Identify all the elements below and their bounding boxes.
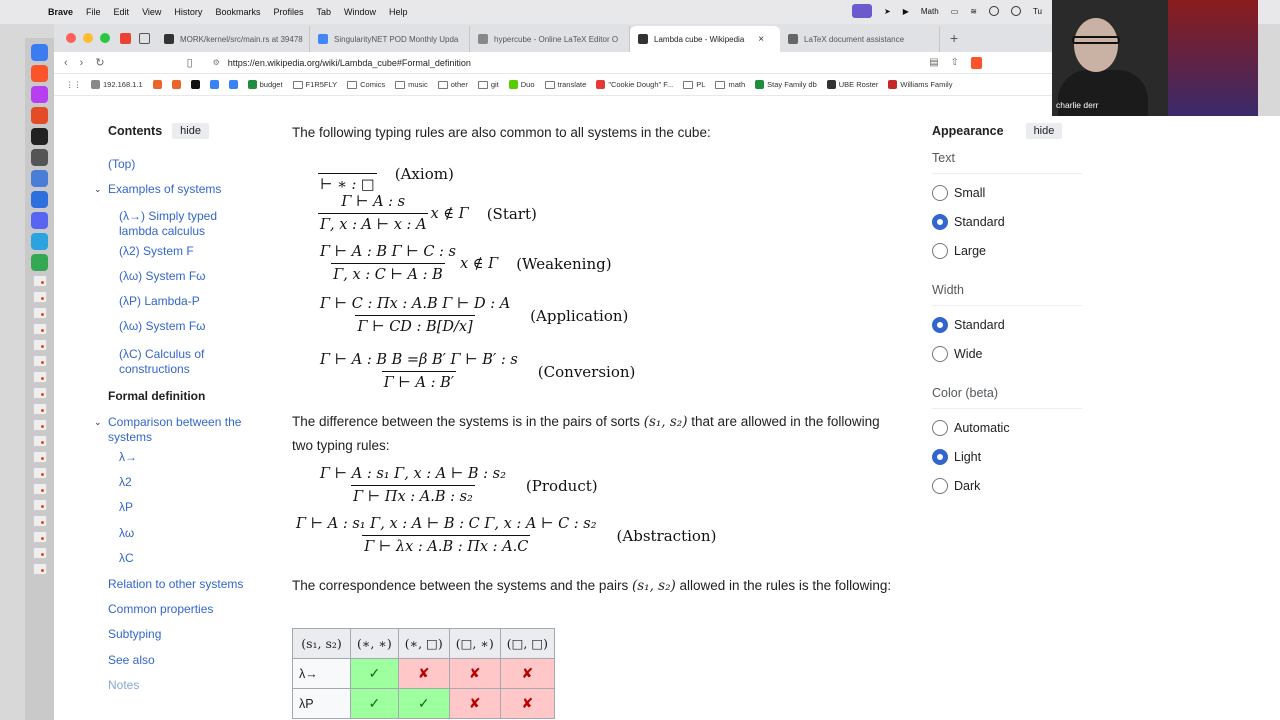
toc-item-label: λC [119,551,134,565]
toc-item[interactable] [108,244,238,259]
rule-name: (Weakening) [516,254,612,273]
rule-conclusion: Γ, x : A ⊢ x : A [318,213,428,233]
bookmark-label: Comics [360,80,386,89]
webcam-video [1052,0,1258,116]
document-icon[interactable] [33,467,47,479]
cross-icon: ✘ [398,659,449,689]
appearance-hide-button[interactable]: hide [1026,123,1063,139]
folder-icon [683,81,693,89]
table-row [293,689,555,719]
bookmark-favicon-icon [229,80,238,89]
typing-rule [318,296,628,335]
forward-icon[interactable]: › [79,56,84,69]
close-window-button[interactable] [66,33,76,43]
document-icon[interactable] [33,499,47,511]
toc-item-label: λ→ [119,450,137,464]
menu-app-name[interactable]: Brave [48,7,74,17]
menu-history[interactable]: History [174,7,203,17]
table-header-cell: (□, ∗) [449,629,500,659]
sort-pair: (s₁, s₂) [631,578,676,594]
rule-conclusion: Γ, x : C ⊢ A : B [331,263,445,283]
bookmark-7[interactable] [293,80,338,89]
cross-icon: ✘ [500,689,554,719]
folder-icon [293,81,303,89]
toc-item-label: Comparison between the systems [108,415,242,444]
para3-pre: The correspondence between the systems and the pairs [292,578,629,593]
folder-icon [395,81,405,89]
bookmark-18[interactable] [827,80,879,89]
tab-label: SingularityNET POD Monthly Upda [334,34,459,44]
app-icon[interactable] [31,149,48,166]
toc-item-label: Examples of systems [108,182,222,196]
document-icon[interactable] [33,275,47,287]
systems-table [292,628,555,719]
paragraph-difference [292,410,882,457]
toc-item[interactable] [108,500,238,515]
rule-name: (Axiom) [394,164,454,183]
telegram-icon[interactable] [31,233,48,250]
bookmark-label: "Cookie Dough" F... [608,80,674,89]
window-controls [66,33,110,43]
appearance-header [932,123,1082,139]
toc-item[interactable] [108,294,238,309]
system-name-cell: λ→ [293,659,351,689]
tab-favicon-icon [638,34,648,44]
toc-item[interactable] [108,157,258,172]
toc-item[interactable] [108,475,238,490]
tab-icon[interactable] [139,33,150,44]
document-icon[interactable] [33,339,47,351]
toc-item[interactable] [108,653,258,668]
screen-share-icon[interactable] [852,4,872,18]
radio-label: Standard [954,215,1005,229]
appearance-group-label: Color (beta) [932,386,1082,409]
tab-favicon-icon [478,34,488,44]
bookmark-16[interactable] [715,80,745,89]
rule-fraction [318,244,458,283]
bookmark-19[interactable] [888,80,952,89]
bookmark-14[interactable] [596,80,673,89]
document-icon[interactable] [33,531,47,543]
bookmark-label: math [728,80,746,89]
rule-name: (Product) [525,476,598,495]
app-icon[interactable] [31,170,48,187]
bookmark-0[interactable] [91,80,143,89]
tab-label: LaTeX document assistance [804,34,905,44]
radio-icon[interactable] [932,420,948,436]
url-text[interactable]: https://en.wikipedia.org/wiki/Lambda_cube#Formal_definition [227,57,471,68]
bookmark-12[interactable] [509,80,535,89]
document-icon[interactable] [33,355,47,367]
toc-item-label: See also [108,653,155,667]
clock-icon[interactable] [989,6,999,16]
bookmark-favicon-icon [888,80,897,89]
document-icon[interactable] [33,563,47,575]
bookmark-15[interactable] [683,80,705,89]
bookmark-label: translate [557,80,587,89]
document-icon[interactable] [33,403,47,415]
bookmark-label: Duo [520,80,535,89]
apps-icon[interactable]: ⋮⋮ [66,80,81,89]
radio-label: Dark [954,479,981,493]
toc-hide-button[interactable]: hide [172,123,209,139]
bookmark-label: git [490,80,499,89]
bookmark-label: Williams Family [900,80,953,89]
reload-icon[interactable]: ↻ [95,57,105,69]
chevron-down-icon[interactable]: ⌄ [94,184,102,194]
menu-bookmarks[interactable]: Bookmarks [215,7,261,17]
tab-label: MORK/kernel/src/main.rs at 39478 [180,34,303,44]
radio-label: Small [954,186,986,200]
toc-item[interactable] [94,415,258,444]
bookmark-favicon-icon [827,80,836,89]
menu-view[interactable]: View [142,7,162,17]
tab-favicon-icon [788,34,798,44]
toc-item-label: Common properties [108,602,214,616]
tabs [156,24,940,52]
toc-item-label: λω [119,526,135,540]
rule-conclusion: ⊢ ∗ : □ [318,173,377,193]
rule-name: (Start) [486,204,537,223]
toc-item[interactable] [108,269,238,284]
math-status[interactable]: Math [920,6,939,16]
rule-fraction [294,516,599,555]
control-center-icon[interactable] [1011,6,1021,16]
appearance-title: Appearance [932,124,1004,138]
bookmark-label: music [408,80,428,89]
bookmarks-bar [54,74,1134,96]
radio-label: Automatic [954,421,1010,435]
bookmark-4[interactable] [210,80,219,89]
toc-item[interactable] [108,526,238,541]
document-icon[interactable] [33,371,47,383]
cross-icon: ✘ [449,689,500,719]
toc-item[interactable] [94,182,258,197]
appearance-group-label: Text [932,151,1082,174]
tab-2[interactable] [470,26,630,52]
bookmark-label: 192.168.1.1 [103,80,143,89]
toc-item-label: λ2 [119,475,132,489]
tab-1[interactable] [310,26,470,52]
menu-edit[interactable]: Edit [113,7,130,17]
rule-fraction [318,296,512,335]
play-icon[interactable]: ▶ [902,6,909,16]
bookmark-13[interactable] [545,80,587,89]
menu-file[interactable]: File [86,7,101,17]
tab-label: hypercube - Online LaTeX Editor O [494,34,619,44]
bookmark-favicon-icon [172,80,181,89]
check-icon: ✓ [398,689,449,719]
radio-option[interactable] [932,447,1082,467]
bookmark-label: budget [259,80,283,89]
brave-shields-icon[interactable] [971,57,982,69]
bookmark-2[interactable] [172,80,181,89]
para3-post: allowed in the rules is the following: [679,578,892,593]
toc-item-label: (λ2) System F [119,244,194,258]
browser-window [54,24,1134,720]
reader-icon[interactable]: ▤ [929,57,939,68]
bookmark-label: Stay Family db [767,80,817,89]
new-tab-icon[interactable]: + [950,30,959,46]
radio-option[interactable] [932,418,1082,438]
bookmark-favicon-icon [248,80,257,89]
gmail-icon[interactable] [120,33,131,44]
toc-item-label: (λC) Calculus of constructions [119,347,205,376]
document-icon[interactable] [33,323,47,335]
rule-premise: Γ ⊢ A : s₁ Γ, x : A ⊢ B : s₂ [320,466,506,482]
brave-icon[interactable] [31,65,48,82]
bookmark-icon[interactable]: ▯ [186,57,193,69]
rule-premise [343,154,352,173]
document-icon[interactable] [33,451,47,463]
zoom-window-button[interactable] [100,33,110,43]
document-icon[interactable] [33,483,47,495]
menu-profiles[interactable]: Profiles [273,7,304,17]
toc-item[interactable] [108,347,238,376]
paragraph-correspondence [292,574,892,598]
toolbar [54,52,1134,74]
rule-conclusion: Γ ⊢ CD : B[D/x] [355,315,474,335]
toc-item-label: Notes [108,678,140,692]
rule-conclusion: Γ ⊢ A : B′ [382,371,456,391]
finder-icon[interactable] [31,44,48,61]
site-info-icon[interactable]: ⚙ [212,58,220,67]
rule-premise: Γ ⊢ A : s₁ Γ, x : A ⊢ B : C Γ, x : A ⊢ C : s₂ [296,516,597,532]
clock-text: Tu [1032,6,1042,16]
appearance-panel [932,96,1082,496]
bookmark-8[interactable] [347,80,385,89]
menu-help[interactable]: Help [389,7,408,17]
paragraph-rules-intro: The following typing rules are also common to all systems in the cube: [292,125,711,140]
bookmark-6[interactable] [248,80,283,89]
folder-icon [438,81,448,89]
tab-4[interactable] [780,26,940,52]
folder-icon [545,81,555,89]
bookmark-17[interactable] [755,80,817,89]
bookmark-favicon-icon [596,80,605,89]
rule-fraction [318,466,508,505]
toc-item-label: Relation to other systems [108,577,244,591]
tab-bar [54,24,1134,52]
rule-premise: Γ ⊢ A : s [341,194,406,210]
table-header-cell: (□, □) [500,629,554,659]
wifi-icon[interactable]: ≋ [970,6,977,16]
chrome-icon[interactable] [31,254,48,271]
document-icon[interactable] [33,435,47,447]
radio-icon[interactable] [932,243,948,259]
table-header-cell: (∗, ∗) [351,629,399,659]
back-icon[interactable]: ‹ [64,56,68,69]
tab-3[interactable] [630,26,780,52]
cut-off-line [292,96,539,98]
bookmark-10[interactable] [438,80,468,89]
person-head [1074,18,1118,72]
toc-item[interactable] [108,209,238,238]
toc-item[interactable] [108,627,258,642]
rule-premise: Γ ⊢ A : B Γ ⊢ C : s [320,244,456,260]
toc-item[interactable] [108,678,258,693]
bookmark-favicon-icon [191,80,200,89]
check-icon: ✓ [351,659,399,689]
tab-favicon-icon [318,34,328,44]
share-icon[interactable]: ⇧ [950,57,960,68]
typing-rule [318,244,612,283]
folder-icon [715,81,725,89]
bookmark-11[interactable] [478,80,499,89]
folder-icon [347,81,357,89]
toc-item[interactable] [108,319,238,334]
typing-rule [318,194,537,233]
radio-option[interactable] [932,344,1082,364]
toc-item-label: (λω) System Fω [119,269,206,283]
sort-pair: (s₁, s₂) [643,414,688,430]
rule-fraction [318,154,377,193]
bookmark-label: other [450,80,468,89]
document-icon[interactable] [33,547,47,559]
table-header-row [293,629,555,659]
radio-label: Light [954,450,982,464]
radio-option[interactable] [932,241,1082,261]
zoom-icon[interactable] [31,191,48,208]
app-icon[interactable] [31,107,48,124]
document-icon[interactable] [33,307,47,319]
chevron-down-icon[interactable]: ⌄ [94,417,102,427]
video-background [1168,0,1258,116]
tab-0[interactable] [156,26,310,52]
radio-label: Wide [954,347,983,361]
close-tab-icon[interactable]: × [758,33,765,45]
toc-item-label: (λP) Lambda-P [119,294,200,308]
dock [25,38,54,720]
bookmark-1[interactable] [153,80,162,89]
rule-conclusion: Γ ⊢ λx : A.B : Πx : A.C [362,535,530,555]
table-header-cell: (∗, □) [398,629,449,659]
rule-name: (Abstraction) [616,526,717,545]
bookmark-favicon-icon [210,80,219,89]
blank-area [1134,116,1280,720]
toc-item-label: Formal definition [108,389,206,403]
radio-selected-icon[interactable] [932,214,948,230]
document-icon[interactable] [33,419,47,431]
tab-label: Lambda cube - Wikipedia [654,34,745,44]
rule-premise: Γ ⊢ A : B B =β B′ Γ ⊢ B′ : s [320,352,518,368]
toc-title: Contents [108,124,163,138]
radio-selected-icon[interactable] [932,449,948,465]
rule-premise: Γ ⊢ C : Πx : A.B Γ ⊢ D : A [320,296,511,312]
bookmark-label: F1R5FLY [305,80,338,89]
appearance-groups [932,151,1082,496]
toc-item-label: (Top) [108,157,136,171]
document-icon[interactable] [33,291,47,303]
radio-option[interactable] [932,315,1082,335]
radio-icon[interactable] [932,346,948,362]
glasses [1072,36,1120,44]
rule-side-condition: x ∉ Γ [430,205,469,222]
wikipedia-page [54,96,1134,720]
address-bar[interactable] [213,54,873,72]
typing-rule [294,516,716,555]
toc-header [108,123,268,139]
typing-rule [318,154,454,193]
bookmark-5[interactable] [229,80,238,89]
bookmark-favicon-icon [153,80,162,89]
radio-option[interactable] [932,212,1082,232]
typing-rule [318,352,635,391]
cross-icon: ✘ [500,659,554,689]
terminal-icon[interactable] [31,128,48,145]
rule-name: (Conversion) [537,362,636,381]
toc-item[interactable] [108,389,258,404]
bookmark-9[interactable] [395,80,428,89]
system-name-cell: λP [293,689,351,719]
radio-selected-icon[interactable] [932,317,948,333]
radio-icon[interactable] [932,478,948,494]
rule-fraction [318,352,520,391]
toc-item-label: Subtyping [108,627,162,641]
bookmark-favicon-icon [509,80,518,89]
table-row [293,659,555,689]
radio-label: Standard [954,318,1005,332]
check-icon: ✓ [351,689,399,719]
radio-icon[interactable] [932,185,948,201]
toc-item[interactable] [108,450,238,465]
participant-name: charlie derr [1056,100,1099,110]
menu-tab[interactable]: Tab [316,7,331,17]
rule-fraction [318,194,428,233]
battery-icon[interactable]: ▭ [950,6,959,16]
document-icon[interactable] [33,515,47,527]
bookmark-favicon-icon [755,80,764,89]
toc-item[interactable] [108,602,258,617]
cross-icon: ✘ [449,659,500,689]
bookmark-label: PL [696,80,706,89]
rule-name: (Application) [530,306,629,325]
radio-option[interactable] [932,183,1082,203]
app-icon[interactable] [31,86,48,103]
bookmark-favicon-icon [91,80,100,89]
radio-option[interactable] [932,476,1082,496]
appearance-group-label: Width [932,283,1082,306]
typing-rule [318,466,598,505]
rule-conclusion: Γ ⊢ Πx : A.B : s₂ [351,485,475,505]
toc-item-label: λP [119,500,134,514]
table-of-contents [94,96,268,692]
document-icon[interactable] [33,387,47,399]
para2-post: that are allowed in the following two typing rules: [292,414,880,453]
toc-item-label: (λω) System Fω [119,319,206,333]
status-area [852,4,1042,18]
bookmark-3[interactable] [191,80,200,89]
table-header-cell: (s₁, s₂) [293,629,351,659]
send-icon[interactable]: ➤ [884,6,891,16]
rule-side-condition: x ∉ Γ [459,255,499,272]
minimize-window-button[interactable] [83,33,93,43]
menu-items [86,7,420,17]
discord-icon[interactable] [31,212,48,229]
tab-favicon-icon [164,34,174,44]
radio-label: Large [954,244,986,258]
toc-item-label: (λ→) Simply typed lambda calculus [119,209,218,238]
toc-item[interactable] [108,551,238,566]
para2-pre: The difference between the systems is in the pairs of sorts [292,414,640,429]
toc-item[interactable] [108,577,258,592]
folder-icon [478,81,488,89]
bookmark-label: UBE Roster [838,80,879,89]
menu-window[interactable]: Window [343,7,376,17]
